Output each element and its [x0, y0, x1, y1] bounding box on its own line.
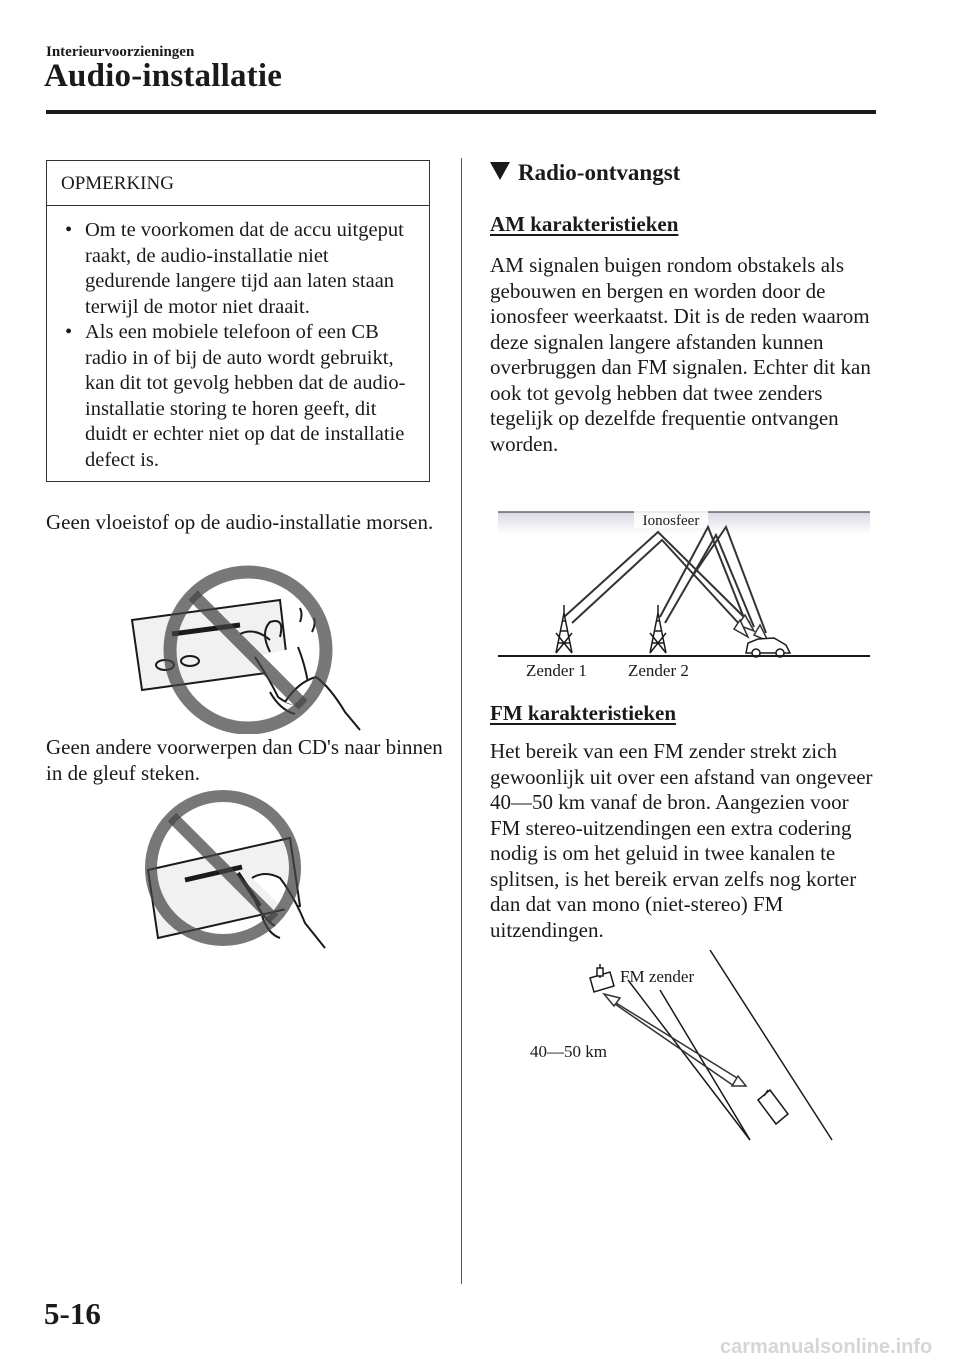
section-label: Interieurvoorzieningen [46, 44, 195, 60]
fm-heading: FM karakteristieken [490, 701, 677, 725]
fm-diagram [520, 950, 850, 1150]
ionosphere-label: Ionosfeer [642, 513, 700, 529]
am-diagram [490, 505, 875, 685]
note-heading: OPMERKING [47, 161, 429, 206]
car-shape [746, 638, 790, 657]
range-arrow [604, 994, 746, 1086]
bullet: • [65, 321, 73, 343]
note-list [47, 206, 429, 473]
fm-body-text: Het bereik van een FM zender strekt zich gewoonlijk uit over een afstand van ongeveer 40—50 km vanaf de bron. Aangezien voor FM stereo-uitzendingen een extra codering nodig is om het geluid in twee kanalen te splitsen, is het bereik ervan zelfs nog korter dan dat van mono (niet-stereo) FM uitzendingen. [490, 739, 873, 942]
note-item [57, 320, 419, 473]
fm-car-shape [758, 1090, 788, 1124]
fm-transmitter-label: FM zender [620, 967, 695, 986]
no-liquid-illustration [120, 562, 370, 734]
am-heading: AM karakteristieken [490, 212, 679, 236]
zender-2-label: Zender 2 [628, 661, 689, 680]
distance-label: 40—50 km [530, 1042, 607, 1061]
note-item-text: Als een mobiele telefoon of een CB radio in of bij de auto wordt gebruikt, kan dit tot gevolg hebben dat de audio-installatie storing te horen geeft, dit duidt er echter niet op dat de installatie defect is. [85, 321, 406, 471]
triangle-marker-icon [490, 162, 510, 180]
am-body-text: AM signalen buigen rondom obstakels als gebouwen en bergen en worden door de ionosfeer weerkaatst. Dit is de reden waarom deze signalen langere afstanden kunnen overbruggen dan FM signalen. Echter dit kan ook tot gevolg hebben dat twee zenders tegelijk op dezelfde frequentie ontvangen worden. [490, 253, 871, 456]
radio-heading-text: Radio-ontvangst [518, 160, 681, 185]
cd-warning-text: Geen andere voorwerpen dan CD's naar binnen in de gleuf steken. [46, 735, 443, 785]
note-item-text: Om te voorkomen dat de accu uitgeput raakt, de audio-installatie niet gedurende langere tijd aan laten staan terwijl de motor niet draait. [85, 219, 404, 318]
page-title: Audio-installatie [44, 58, 283, 94]
signal-paths [564, 527, 766, 633]
note-box [46, 160, 430, 482]
column-divider [461, 158, 462, 1284]
liquid-warning-text: Geen vloeistof op de audio-installatie morsen. [46, 510, 434, 534]
note-item [57, 218, 419, 320]
footer-watermark: carmanualsonline.info [720, 1336, 933, 1358]
radio-reception-heading [490, 160, 680, 186]
page-number: 5-16 [44, 1296, 101, 1331]
no-objects-illustration [140, 788, 340, 950]
bullet: • [65, 219, 73, 241]
title-rule [46, 110, 876, 114]
zender-1-label: Zender 1 [526, 661, 587, 680]
fm-transmitter-shape [590, 964, 614, 992]
